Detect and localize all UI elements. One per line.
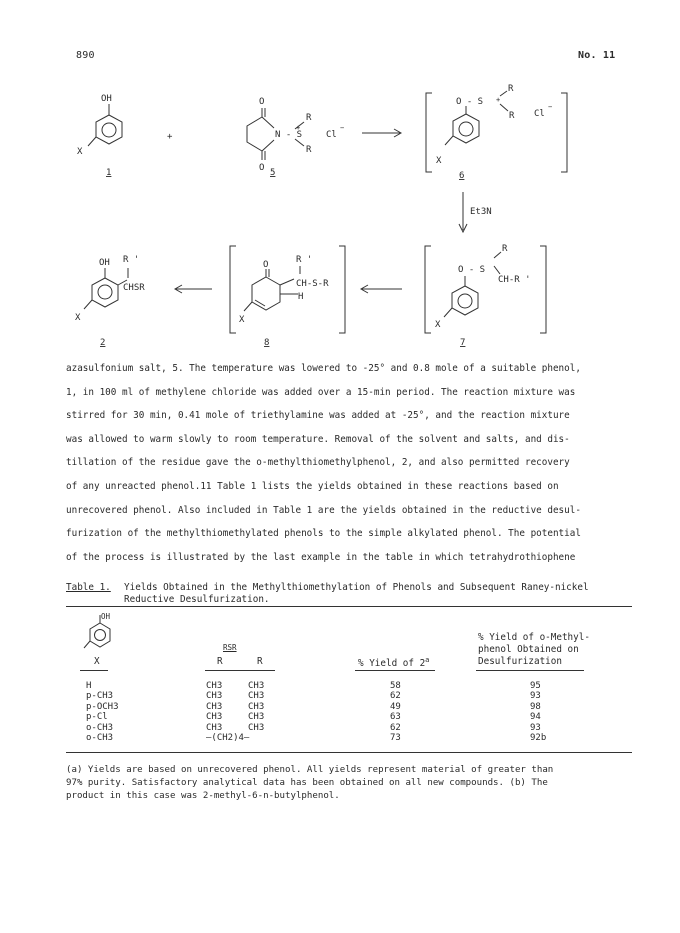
table-label: Table 1. xyxy=(66,582,111,593)
dienone-ring xyxy=(252,277,280,310)
r-prime-label-2: R ' xyxy=(123,255,140,265)
chloride-label-5: Cl xyxy=(326,130,337,140)
svg-text:−: − xyxy=(548,103,553,111)
ch-s-r-label-8: CH-S-R xyxy=(296,279,329,289)
x-label-1: X xyxy=(77,147,83,157)
body-line: of any unreacted phenol.11 Table 1 lists the yields obtained in these reactions based on xyxy=(66,480,559,492)
table-phenol-structure xyxy=(80,611,120,655)
table-cell: CH3 xyxy=(206,712,223,723)
table-cell: 92b xyxy=(530,733,547,744)
succinimide-ring xyxy=(247,117,262,151)
table-cell: CH3 xyxy=(206,691,223,702)
chloride-label-6: Cl xyxy=(534,109,545,119)
body-line: unrecovered phenol. Also included in Table 1 are the yields obtained in the reductive desul- xyxy=(66,504,581,516)
table-cell: CH3 xyxy=(248,722,265,733)
svg-text:−: − xyxy=(340,124,345,132)
table-cell: 62 xyxy=(390,722,401,733)
body-line: was allowed to warm slowly to room temperature. Removal of the solvent and salts, and dis- xyxy=(66,433,570,445)
table-cell: 58 xyxy=(390,681,401,691)
table-header-desulf: % Yield of o-Methyl- phenol Obtained on Desulfurization xyxy=(478,632,590,667)
table-cell: 62 xyxy=(390,691,401,702)
table-col-desulf xyxy=(530,681,546,743)
table-cell: o-CH3 xyxy=(86,722,114,733)
table-top-rule xyxy=(66,606,632,607)
r-label-6a: R xyxy=(508,84,514,94)
table-header-rsr: RSR xyxy=(223,643,237,652)
r-prime-label-8: R ' xyxy=(296,255,313,265)
o-minus-s-label: O - S xyxy=(458,265,486,275)
body-line: 1, in 100 ml of methylene chloride was added over a 15-min period. The reaction mixture was xyxy=(66,386,576,398)
body-line: azasulfonium salt, 5. The temperature was lowered to -25° and 0.8 mole of a suitable phenol, xyxy=(66,363,581,374)
table-col-r1 xyxy=(206,681,249,743)
compound-8-label: 8 xyxy=(264,338,270,348)
table-oh-label: OH xyxy=(101,612,111,621)
table-col-x xyxy=(86,681,119,743)
o-label-5b: O xyxy=(259,163,265,173)
footnote-line: product in this case was 2-methyl-6-n-butylphenol. xyxy=(66,790,340,801)
footnote-line: (a) Yields are based on unrecovered phenol. All yields represent material of greater than xyxy=(66,765,554,775)
aryl-ring-7 xyxy=(452,286,478,315)
compound-5-label: 5 xyxy=(270,168,276,178)
x-label-8: X xyxy=(239,315,245,325)
table-cell: CH3 xyxy=(248,691,265,702)
r-label-6b: R xyxy=(509,111,515,121)
table-bottom-rule xyxy=(66,752,632,753)
table-footnotes xyxy=(66,764,632,802)
svg-text:+: + xyxy=(496,96,501,104)
issue-number: No. 11 xyxy=(578,50,616,61)
plus-sign: + xyxy=(167,132,173,142)
table-col-yield2 xyxy=(390,681,401,743)
x-label-7: X xyxy=(435,320,441,330)
x-label-2: X xyxy=(75,313,81,323)
table-header-x: X xyxy=(94,656,100,667)
x-label-6: X xyxy=(436,156,442,166)
table-col-r2 xyxy=(248,681,264,733)
table-cell: 63 xyxy=(390,712,401,723)
table-cell: 93 xyxy=(530,691,541,702)
o-s-label-6: O - S xyxy=(456,97,484,107)
table-header-r2: R xyxy=(257,656,263,667)
table-cell: CH3 xyxy=(206,681,223,691)
compound-7-label: 7 xyxy=(460,338,466,348)
compound-6-label: 6 xyxy=(459,171,465,181)
table-cell: CH3 xyxy=(248,681,265,691)
table-cell: p-CH3 xyxy=(86,691,114,702)
table-cell: p-Cl xyxy=(86,712,108,723)
table-cell: 94 xyxy=(530,712,541,723)
table-cell: 93 xyxy=(530,722,541,733)
table-cell: CH3 xyxy=(206,722,223,733)
table-header-r1: R xyxy=(217,656,223,667)
body-line: stirred for 30 min, 0.41 mole of triethylamine was added at -25°, and the reaction mixture xyxy=(66,410,570,422)
body-line: tillation of the residue gave the o-methylthiomethylphenol, 2, and also permitted recovery xyxy=(66,457,570,469)
table-cell: 49 xyxy=(390,701,401,712)
r-label-7: R xyxy=(502,244,508,254)
table-caption-line-2: Reductive Desulfurization. xyxy=(124,593,270,605)
phenol-ring xyxy=(96,115,122,144)
et3n-label: Et3N xyxy=(470,207,492,217)
table-cell: o-CH3 xyxy=(86,733,114,744)
aryl-ring-6 xyxy=(453,114,479,143)
n-s-label: N - S xyxy=(275,130,303,140)
footnote-line: 97% purity. Satisfactory analytical data has been obtained on all new compounds. (b) The xyxy=(66,777,548,788)
table-header-yield2: % Yield of 2$^a$ xyxy=(358,656,430,670)
compound-1-label: 1 xyxy=(106,168,112,178)
table-cell: CH3 xyxy=(248,701,265,712)
table-cell: CH3 xyxy=(206,701,223,712)
oh-label-2: OH xyxy=(99,258,110,268)
product-ring xyxy=(92,278,118,307)
body-line: of the process is illustrated by the last example in the table in which tetrahydrothiophene xyxy=(66,551,576,563)
table-cell: H xyxy=(86,681,92,691)
chsr-label: CHSR xyxy=(123,283,145,293)
h-label-8: H xyxy=(298,292,304,302)
ch-r-label-7: CH-R ' xyxy=(498,275,531,285)
table-caption-line-1: Yields Obtained in the Methylthiomethylation of Phenols and Subsequent Raney-nickel xyxy=(124,582,589,593)
o-label-5a: O xyxy=(259,97,265,107)
table-cell: —(CH2)4— xyxy=(206,733,250,744)
body-paragraph xyxy=(66,357,632,569)
table-cell: 98 xyxy=(530,701,541,712)
oh-label-1: OH xyxy=(101,94,112,104)
reaction-scheme xyxy=(0,0,680,350)
r-label-5b: R xyxy=(306,145,312,155)
table-cell: 95 xyxy=(530,681,541,691)
compound-2-label: 2 xyxy=(100,338,106,348)
svg-text:+: + xyxy=(296,124,301,132)
table-cell: CH3 xyxy=(248,712,265,723)
table-cell: 73 xyxy=(390,733,401,744)
table-cell: p-OCH3 xyxy=(86,701,119,712)
r-label-5a: R xyxy=(306,113,312,123)
o-label-8: O xyxy=(263,260,269,270)
body-line: furization of the methylthiomethylated phenols to the simple alkylated phenol. The potential xyxy=(66,528,581,540)
page-number: 890 xyxy=(76,50,95,61)
